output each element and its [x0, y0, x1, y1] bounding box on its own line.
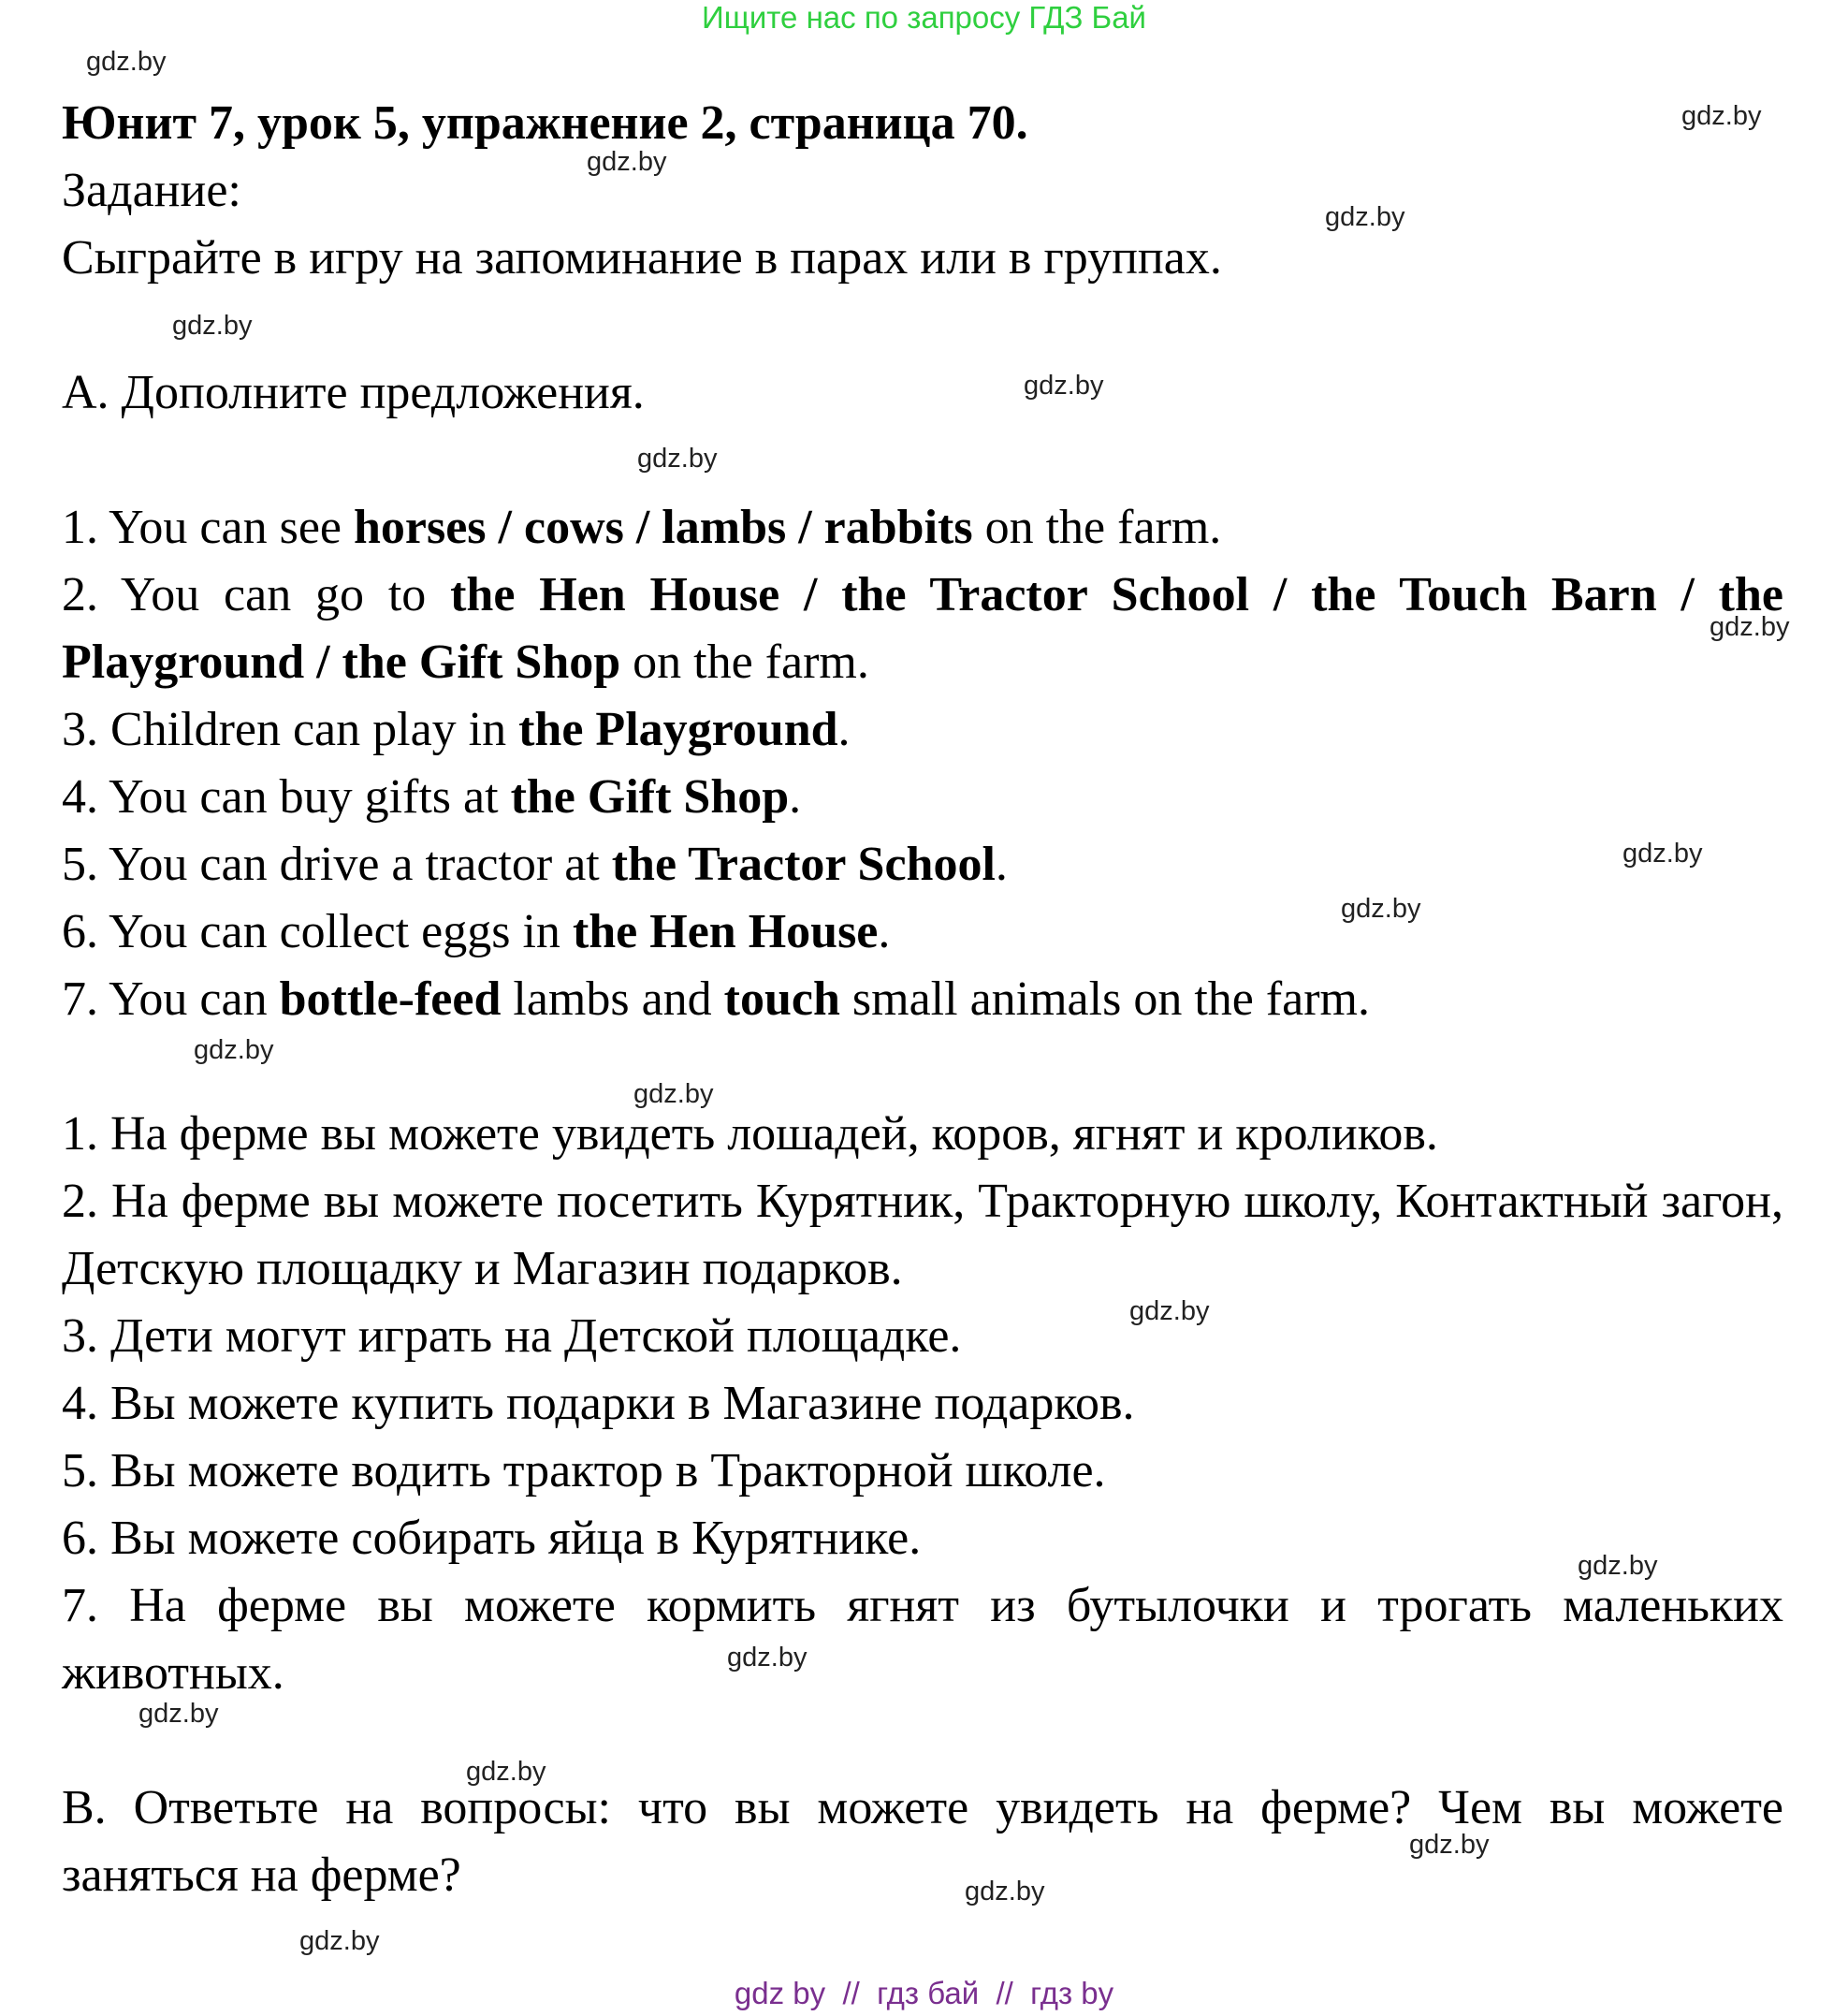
watermark: gdz.by [1024, 371, 1104, 401]
sentence-text: . [789, 770, 802, 824]
watermark: gdz.by [1409, 1830, 1490, 1860]
watermark: gdz.by [86, 47, 167, 77]
russian-sentence: 6. Вы можете собирать яйца в Курятнике. [62, 1512, 922, 1565]
watermark: gdz.by [1578, 1551, 1658, 1581]
english-sentence [62, 764, 1783, 831]
russian-translations [62, 1101, 1783, 1707]
watermark: gdz.by [1681, 101, 1762, 131]
sentence-text: . [837, 703, 851, 756]
watermark: gdz.by [965, 1877, 1045, 1906]
watermark: gdz.by [138, 1699, 219, 1729]
english-sentence [62, 562, 1783, 696]
watermark: gdz.by [1325, 202, 1405, 232]
english-sentence [62, 831, 1783, 898]
top-banner: Ищите нас по запросу ГДЗ Бай [702, 0, 1146, 35]
answer-highlight: horses / cows / lambs / rabbits [353, 501, 973, 554]
sentence-text: 1. You can see [62, 501, 354, 554]
english-sentences [62, 494, 1783, 1033]
watermark: gdz.by [633, 1079, 714, 1109]
answer-highlight: the Hen House [572, 905, 879, 958]
russian-sentence: 5. Вы можете водить трактор в Тракторной школе. [62, 1444, 1106, 1497]
watermark: gdz.by [587, 147, 667, 177]
answer-highlight: the Gift Shop [510, 770, 790, 824]
task-label: Задание: [62, 164, 241, 217]
english-sentence [62, 898, 1783, 966]
sentence-text: . [878, 905, 891, 958]
watermark: gdz.by [727, 1643, 808, 1673]
russian-sentence: 4. Вы можете купить подарки в Магазине подарков. [62, 1377, 1135, 1430]
english-sentence [62, 696, 1783, 764]
document-content [62, 90, 1783, 1909]
russian-sentence: 7. На ферме вы можете кормить ягнят из бутылочки и трогать маленьких животных. [62, 1579, 1783, 1700]
sentence-text: on the farm. [972, 501, 1222, 554]
sentence-text: 6. You can collect eggs in [62, 905, 573, 958]
task-text: Сыграйте в игру на запоминание в парах или в группах. [62, 231, 1222, 285]
answer-highlight: touch [723, 972, 840, 1026]
section-a-heading: A. Дополните предложения. [62, 366, 645, 419]
answer-highlight: the Hen House / the Tractor School / the Touch Barn / the Playground / the Gift Shop [62, 568, 1784, 689]
watermark: gdz.by [1341, 894, 1421, 924]
sentence-text: 7. You can [62, 972, 280, 1026]
english-sentence [62, 966, 1783, 1033]
watermark: gdz.by [194, 1035, 274, 1065]
watermark: gdz.by [1710, 612, 1790, 642]
watermark: gdz.by [466, 1757, 546, 1787]
sentence-text: 3. Children can play in [62, 703, 519, 756]
sentence-text: 2. You can go to [62, 568, 451, 621]
answer-highlight: the Playground [518, 703, 838, 756]
footer-links: gdz by // гдз бай // гдз by [734, 1976, 1114, 2010]
russian-sentence: 1. На ферме вы можете увидеть лошадей, коров, ягнят и кроликов. [62, 1107, 1438, 1161]
sentence-text: lambs and [501, 972, 724, 1026]
answer-highlight: the Tractor School [611, 838, 996, 891]
sentence-text: on the farm. [620, 635, 869, 689]
watermark: gdz.by [637, 444, 718, 474]
russian-sentence: 2. На ферме вы можете посетить Курятник, Тракторную школу, Контактный загон, Детскую площадку и Магазин подарков. [62, 1175, 1783, 1295]
page-title: Юнит 7, урок 5, упражнение 2, страница 70. [62, 96, 1028, 150]
watermark: gdz.by [1129, 1296, 1210, 1326]
watermark: gdz.by [172, 311, 253, 341]
watermark: gdz.by [299, 1926, 380, 1956]
russian-sentence: 3. Дети могут играть на Детской площадке. [62, 1309, 962, 1363]
watermark: gdz.by [1622, 839, 1703, 869]
sentence-text: 5. You can drive a tractor at [62, 838, 612, 891]
sentence-text: 4. You can buy gifts at [62, 770, 511, 824]
sentence-text: small animals on the farm. [839, 972, 1371, 1026]
section-b-heading: B. Ответьте на вопросы: что вы можете увидеть на ферме? Чем вы можете заняться на ферме? [62, 1781, 1783, 1902]
english-sentence [62, 494, 1783, 562]
sentence-text: . [995, 838, 1008, 891]
answer-highlight: bottle-feed [279, 972, 502, 1026]
